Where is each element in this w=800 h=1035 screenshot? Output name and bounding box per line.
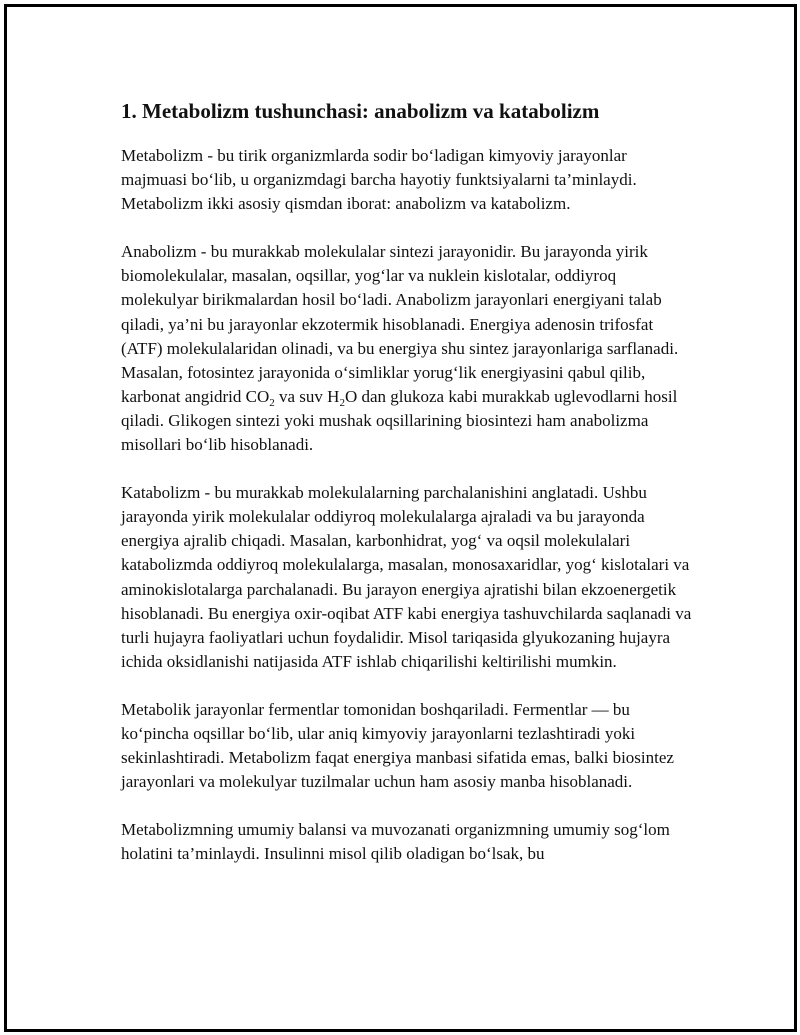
paragraph-enzymes: Metabolik jarayonlar fermentlar tomonidan boshqariladi. Fermentlar — bu ko‘pincha oqsillar bo‘lib, ular aniq kimyoviy jarayonlarni tezlashtiradi yoki sekinlashtiradi. Metabolizm faqat energiya manbasi sifatida emas, balki biosintez jarayonlari va molekulyar tuzilmalar uchun ham asosiy manba hisoblanadi. — [121, 699, 674, 792]
paragraph-intro: Metabolizm - bu tirik organizmlarda sodir bo‘ladigan kimyoviy jarayonlar majmuasi bo‘lib, u organizmdagi barcha hayotiy funktsiyalarni ta’minlaydi. Metabolizm ikki asosiy qismdan iborat: anabolizm va katabolizm. — [121, 146, 637, 214]
document-body — [121, 96, 693, 890]
anabolism-text-part3: O dan glukoza kabi murakkab uglevodlarni hosil qiladi. Glikogen sintezi yoki mushak oqsillarining biosintezi ham anabolizma misollari bo‘lib hisoblanadi. — [121, 386, 678, 455]
page-frame — [4, 4, 797, 1032]
h2o-subscript: 2 — [339, 396, 345, 409]
paragraph-catabolism: Katabolizm - bu murakkab molekulalarning parchalanishini anglatadi. Ushbu jarayonda yirik molekulalar oddiyroq molekulalarga ajraladi va bu jarayonda energiya ajralib chiqadi. Masalan, karbonhidrat, yog‘ va oqsil molekulalari katabolizmda oddiyroq molekulalarga, masalan, monosaxaridlar, yog‘ kislotalari va aminokislotalarga parchalanadi. Bu jarayon energiya ajratishi bilan ekzoenergetik hisoblanadi. Bu energiya oxir-oqibat ATF kabi energiya tashuvchilarda saqlanadi va turli hujayra faoliyatlari uchun foydalidir. Misol tariqasida glyukozaning hujayra ichida oksidlanishi natijasida ATF ishlab chiqarilishi keltirilishi mumkin. — [121, 483, 692, 671]
section-heading: 1. Metabolizm tushunchasi: anabolizm va katabolizm — [121, 99, 600, 123]
paragraph-balance: Metabolizmning umumiy balansi va muvozanati organizmning umumiy sog‘lom holatini ta’minlaydi. Insulinni misol qilib oladigan bo‘lsak, bu — [121, 820, 670, 864]
co2-subscript: 2 — [269, 396, 275, 409]
anabolism-text-part2: va suv H — [274, 386, 340, 406]
anabolism-text-part1: Anabolizm - bu murakkab molekulalar sintezi jarayonidir. Bu jarayonda yirik biomolekulalar, masalan, oqsillar, yog‘lar va nuklein kislotalar, oddiyroq molekulyar birikmalardan hosil bo‘ladi. Anabolizm jarayonlari energiyani talab qiladi, ya’ni bu jarayonlar ekzotermik hisoblanadi. Energiya adenosin trifosfat (ATF) molekulalaridan olinadi, va bu energiya shu sintez jarayonlariga sarflanadi. Masalan, fotosintez jarayonida o‘simliklar yorug‘lik energiyasini qabul qilib, karbonat angidrid CO — [121, 242, 679, 406]
paragraph-anabolism — [121, 240, 693, 457]
